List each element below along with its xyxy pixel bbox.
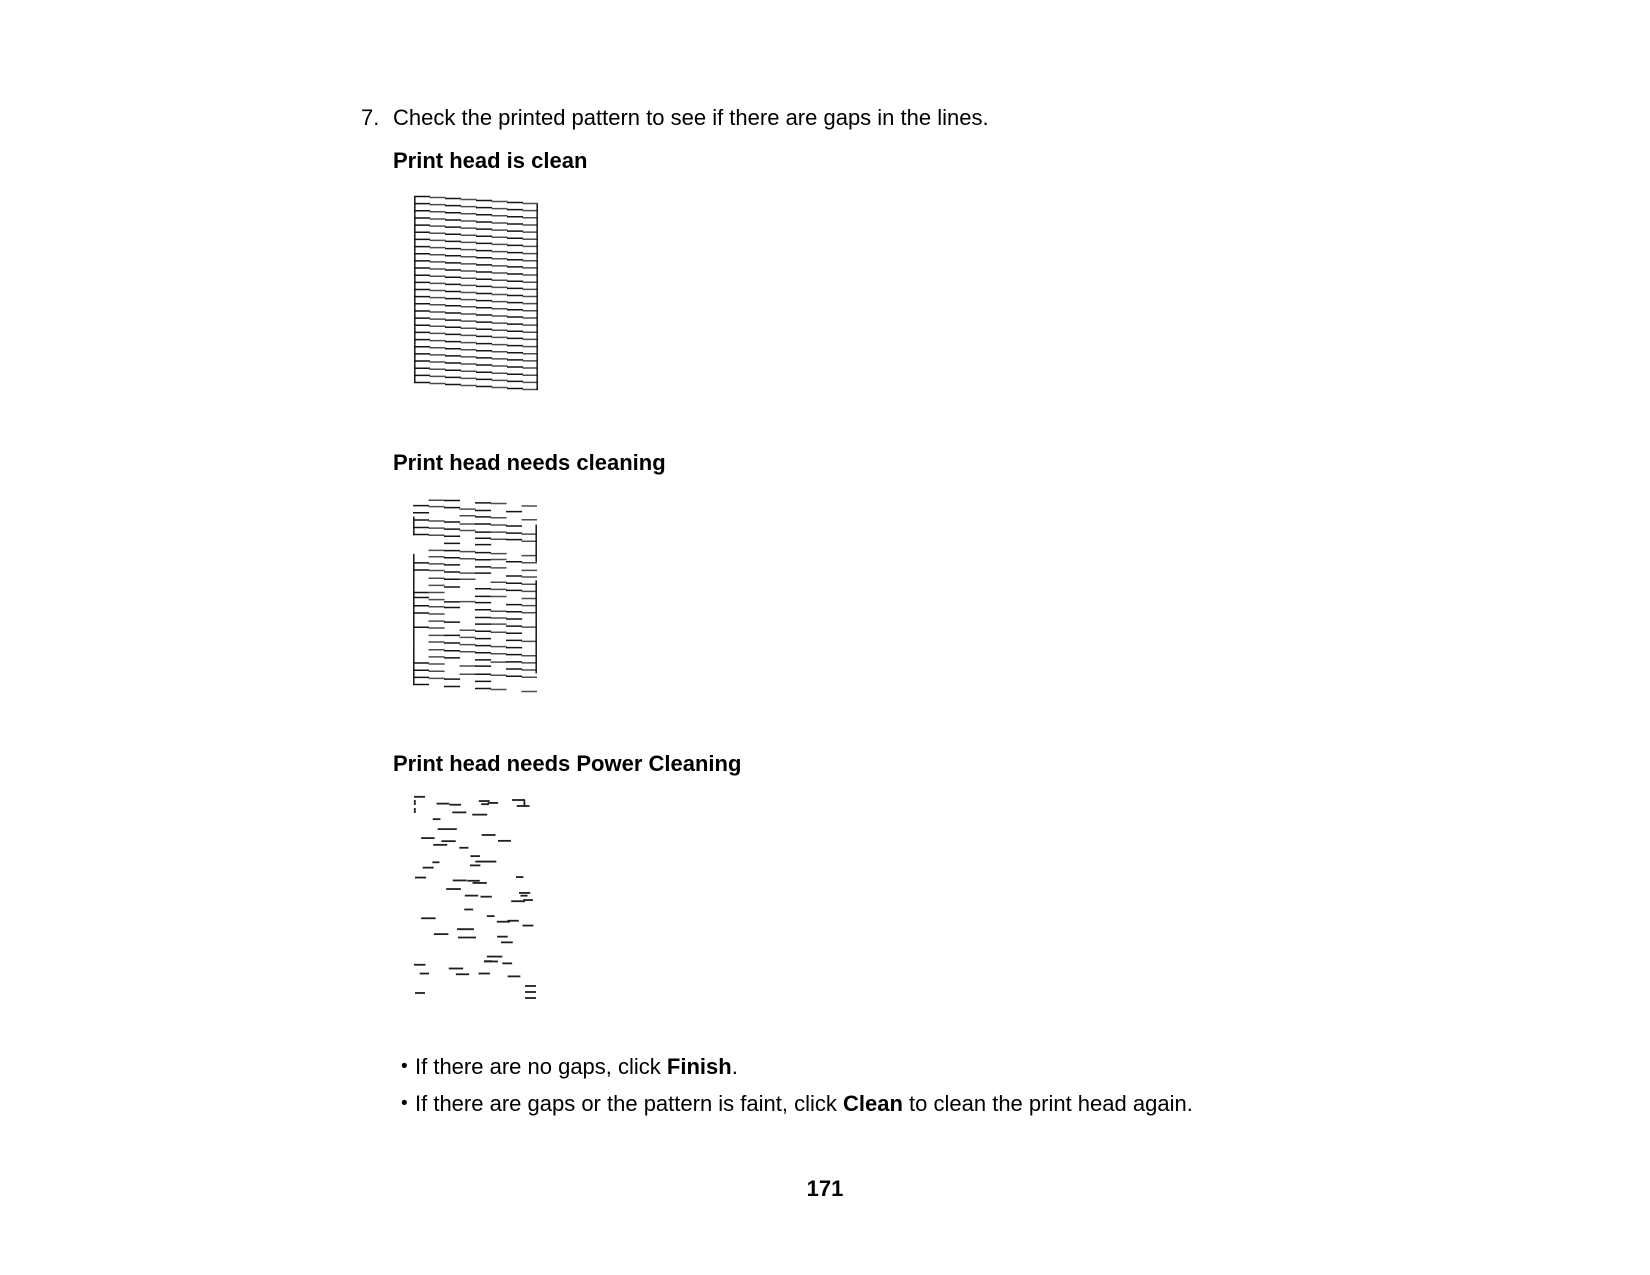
bullet-text: If there are no gaps, click Finish. — [415, 1054, 738, 1079]
nozzle-check-pattern-clean-image — [414, 195, 538, 393]
nozzle-check-pattern-needs-power-cleaning-image — [413, 795, 537, 1005]
step-number: 7. — [361, 105, 380, 130]
bullet-item-clean — [401, 1090, 1193, 1118]
bullet-dot: • — [401, 1056, 408, 1077]
bullet-text: If there are gaps or the pattern is faint, click Clean to clean the print head again. — [415, 1091, 1193, 1116]
step-item — [361, 104, 989, 132]
bullet-dot: • — [401, 1093, 408, 1114]
heading-print-head-clean: Print head is clean — [393, 148, 588, 173]
bullet-item-finish — [401, 1053, 738, 1081]
step-text: Check the printed pattern to see if there are gaps in the lines. — [393, 105, 989, 130]
heading-print-head-needs-power-cleaning: Print head needs Power Cleaning — [393, 751, 742, 776]
heading-print-head-needs-cleaning: Print head needs cleaning — [393, 450, 666, 475]
nozzle-check-pattern-needs-cleaning-image — [413, 497, 537, 695]
page-number: 171 — [806, 1176, 844, 1201]
